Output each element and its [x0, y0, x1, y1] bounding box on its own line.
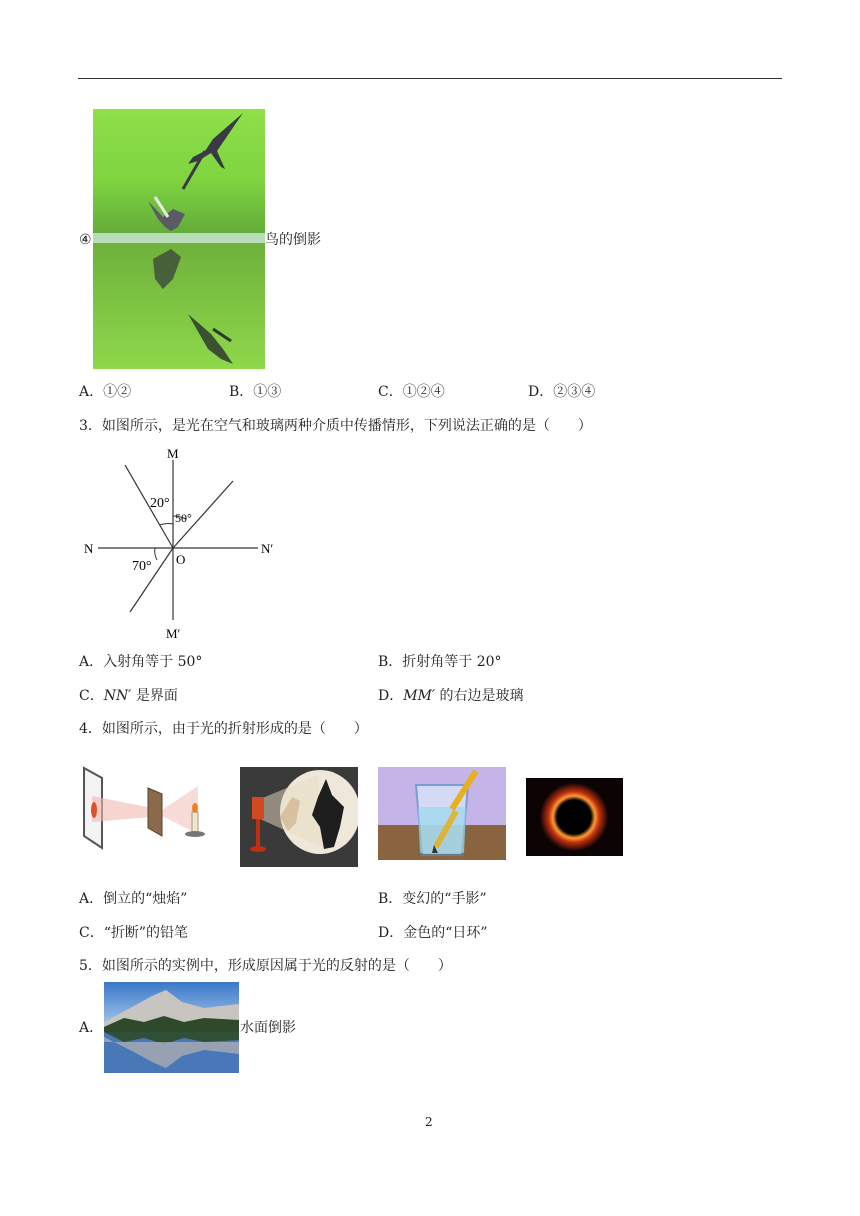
page-number: 2: [425, 1115, 433, 1129]
header-rule: [78, 78, 782, 79]
option-c[interactable]: C．NN′ 是界面: [79, 688, 178, 704]
option-d[interactable]: D．金色的“日环”: [378, 925, 488, 941]
label-o: O: [176, 552, 186, 567]
angle-70-label: 70°: [132, 559, 152, 574]
option-a[interactable]: A．倒立的“烛焰”: [79, 891, 188, 907]
option-b[interactable]: B．变幻的“手影”: [378, 891, 487, 907]
bird-reflection-photo: [93, 109, 265, 369]
option-a[interactable]: A．入射角等于 50°: [79, 654, 203, 670]
refraction-diagram: [80, 440, 280, 645]
option-caption: 水面倒影: [240, 1020, 296, 1036]
option-a[interactable]: A．: [79, 1020, 104, 1036]
option-c[interactable]: C．①②④: [378, 384, 445, 400]
label-m: M: [167, 446, 179, 461]
label-m-prime: M′: [166, 626, 181, 641]
angle-20-label: 20°: [150, 496, 170, 511]
option-c[interactable]: C．“折断”的铅笔: [79, 925, 189, 941]
option-d[interactable]: D．②③④: [528, 384, 596, 400]
question-3-stem: 3．如图所示，是光在空气和玻璃两种介质中传播情形，下列说法正确的是（ ）: [79, 418, 592, 434]
item-marker: ④: [79, 232, 92, 248]
solar-eclipse-image: [526, 778, 623, 856]
angle-50-label: 50°: [175, 511, 192, 525]
bent-pencil-image: [378, 767, 506, 860]
lake-reflection-photo: [104, 982, 239, 1073]
item-caption: 鸟的倒影: [265, 232, 321, 248]
option-b[interactable]: B．折射角等于 20°: [378, 654, 502, 670]
option-a[interactable]: A．①②: [79, 384, 132, 400]
question-5-stem: 5．如图所示的实例中，形成原因属于光的反射的是（ ）: [79, 958, 452, 974]
label-n: N: [84, 541, 94, 556]
option-d[interactable]: D．MM′ 的右边是玻璃: [378, 688, 524, 704]
option-b[interactable]: B．①③: [229, 384, 282, 400]
question-4-stem: 4．如图所示，由于光的折射形成的是（ ）: [79, 721, 368, 737]
label-n-prime: N′: [261, 541, 274, 556]
pinhole-camera-image: [80, 764, 208, 850]
ray-refracted: [130, 548, 173, 612]
hand-shadow-image: [240, 767, 358, 867]
